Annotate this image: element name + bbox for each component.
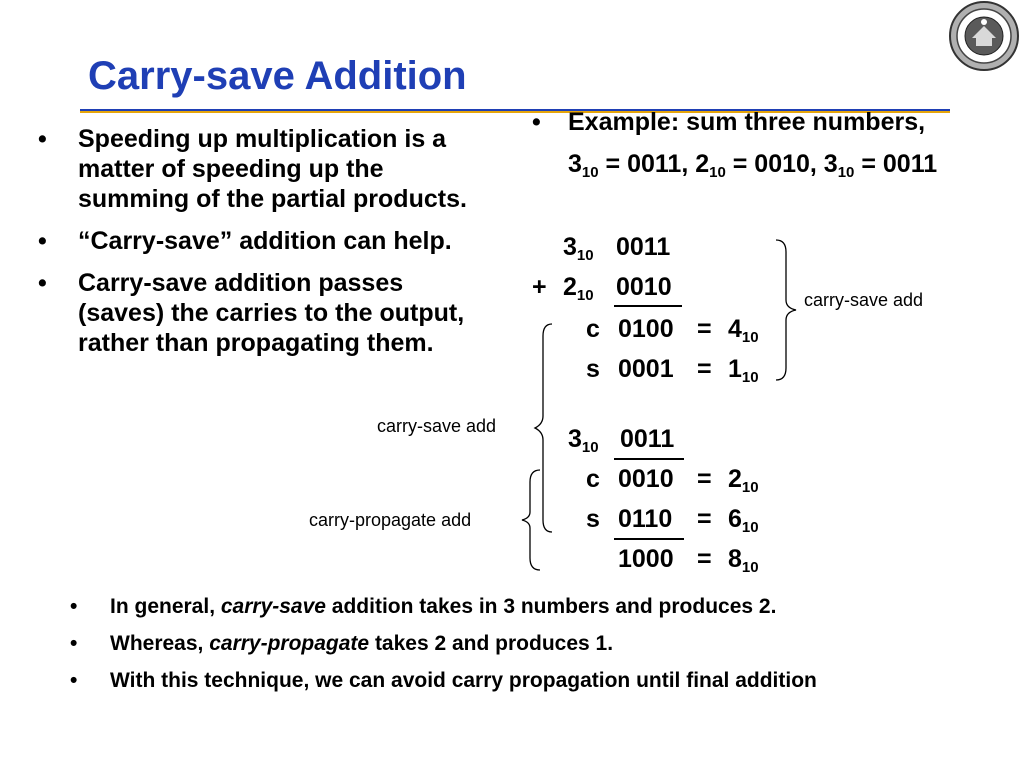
carry-decimal: $2_{10}$: [728, 465, 759, 496]
bottom-bullet-item: • Whereas, carry-propagate takes 2 and produces 1.: [70, 632, 614, 655]
worksheet-row-5-bits: 0011: [620, 425, 675, 453]
sum-decimal: $1_{10}$: [728, 355, 759, 386]
worksheet-row-1: $3_{10}$: [563, 233, 594, 264]
left-brace-small-icon: [522, 470, 540, 570]
sum-bits: 0001: [618, 355, 674, 383]
worksheet-row-2: $2_{10}$: [563, 273, 594, 304]
left-brace-icon: [535, 324, 552, 532]
bottom-bullet-list: [70, 592, 1010, 703]
carry-save-label-right: carry-save add: [804, 290, 924, 310]
worksheet-row-5: $3_{10}$: [568, 425, 599, 456]
equals-sign: =: [697, 545, 712, 573]
left-bullet-item: • Speeding up multiplication is a matter of speeding up the summing of the partial products.: [38, 125, 467, 213]
sum-decimal: $6_{10}$: [728, 505, 759, 536]
sum-bits: 0110: [618, 505, 673, 533]
bottom-bullet-item: • With this technique, we can avoid carry propagation until final addition: [70, 669, 817, 692]
carry-save-label-left: carry-save add: [377, 416, 497, 436]
left-bullet-item: • “Carry-save” addition can help.: [38, 227, 452, 255]
carry-prefix: c: [586, 465, 600, 493]
final-decimal: $8_{10}$: [728, 545, 759, 576]
equals-sign: =: [697, 355, 712, 383]
carry-propagate-label: carry-propagate add: [309, 510, 472, 530]
final-bits: 1000: [618, 545, 674, 573]
carry-bits: 0100: [618, 315, 674, 343]
right-brace-icon: [776, 240, 796, 380]
bottom-bullet-item: • In general, carry-save addition takes in 3 numbers and produces 2.: [70, 595, 777, 618]
sum-prefix: s: [586, 355, 600, 383]
worksheet-row-1-bits: 0011: [616, 233, 671, 261]
carry-bits: 0010: [618, 465, 674, 493]
carry-decimal: $4_{10}$: [728, 315, 759, 346]
worksheet-row-2-bits: 0010: [616, 273, 672, 301]
slide-title: Carry-save Addition: [88, 54, 467, 98]
equals-sign: =: [697, 505, 712, 533]
carry-prefix: c: [586, 315, 600, 343]
example-heading: • Example: sum three numbers,: [532, 108, 926, 136]
equals-sign: =: [697, 465, 712, 493]
left-bullet-item: • Carry-save addition passes (saves) the carries to the output, rather than propagating them.: [38, 269, 465, 357]
plus-sign: +: [532, 273, 547, 301]
equals-sign: =: [697, 315, 712, 343]
sum-prefix: s: [586, 505, 600, 533]
example-values: $3_{10} = 0011$, $2_{10} = 0010$, $3_{10} = 0011$: [568, 150, 938, 181]
